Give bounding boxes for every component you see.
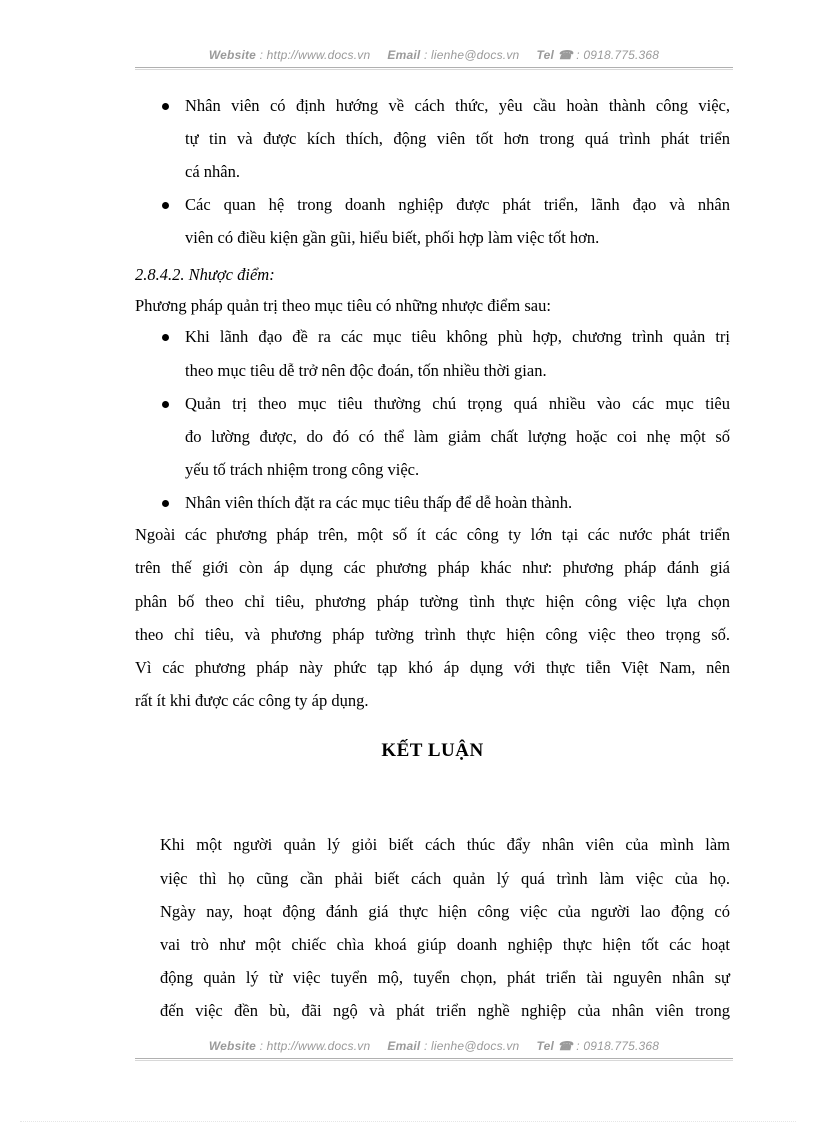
bullet-line: Các quan hệ trong doanh nghiệp được phát triển, lãnh đạo và nhân [185,195,730,214]
bullet-line: Quản trị theo mục tiêu thường chú trọng quá nhiều vào các mục tiêu [185,394,730,413]
bullet-line: Nhân viên có định hướng về cách thức, yêu cầu hoàn thành công việc, [185,96,730,115]
phone-icon: ☎ [557,1039,573,1053]
bullet-icon [162,334,169,341]
bullet-line: đo lường được, do đó có thể làm giảm chất lượng hoặc coi nhẹ một số [185,427,730,446]
conclusion-title: KẾT LUẬN [381,740,484,761]
conclusion-line: đến việc đền bù, đãi ngộ và phát triển nghề nghiệp của nhân viên trong [160,1001,730,1020]
bullet-icon [162,500,169,507]
website-label: Website [208,1039,257,1053]
bullet-icon [162,401,169,408]
paragraph-line: Vì các phương pháp này phức tạp khó áp dụng với thực tiễn Việt Nam, nên [135,658,730,677]
tel-number: : 0918.775.368 [576,48,660,62]
tel-label: Tel [536,48,555,62]
conclusion-line: Ngày nay, hoạt động đánh giá thực hiện công việc của người lao động có [160,902,730,921]
bullet-line: theo mục tiêu dễ trở nên độc đoán, tốn nhiều thời gian. [185,361,547,380]
bullet-line: Nhân viên thích đặt ra các mục tiêu thấp để dễ hoàn thành. [185,493,573,512]
paragraph-line: Ngoài các phương pháp trên, một số ít các công ty lớn tại các nước phát triển [135,525,730,544]
website-label: Website [208,48,257,62]
paragraph-line: trên thế giới còn áp dụng các phương pháp khác như: phương pháp đánh giá [135,558,730,577]
header-rule [135,67,733,70]
email-address[interactable]: : lienhe@docs.vn [423,1039,520,1053]
bullet-line: yếu tố trách nhiệm trong công việc. [185,460,420,479]
bullet-line: cá nhân. [185,162,240,181]
bullet-line: tự tin và được kích thích, động viên tốt hơn trong quá trình phát triển [185,129,730,148]
bullet-icon [162,103,169,110]
conclusion-line: việc thì họ cũng cần phải biết cách quản lý quá trình làm việc của họ. [160,869,730,888]
page-footer [135,1039,733,1053]
page-edge-divider [20,1121,796,1122]
tel-number: : 0918.775.368 [576,1039,660,1053]
conclusion-line: Khi một người quản lý giỏi biết cách thúc đẩy nhân viên của mình làm [160,835,730,854]
bullet-line: viên có điều kiện gần gũi, hiểu biết, phối hợp làm việc tốt hơn. [185,228,600,247]
conclusion-line: vai trò như một chiếc chìa khoá giúp doanh nghiệp thực hiện tốt các hoạt [160,935,730,954]
section-subheading: 2.8.4.2. Nhược điểm: [135,265,275,284]
bullet-icon [162,202,169,209]
paragraph-line: phân bố theo chỉ tiêu, phương pháp tường tình thực hiện công việc lựa chọn [135,592,730,611]
bullet-line: Khi lãnh đạo đề ra các mục tiêu không phù hợp, chương trình quản trị [185,327,730,346]
phone-icon: ☎ [557,48,573,62]
page-header [135,48,733,62]
tel-label: Tel [536,1039,555,1053]
email-address[interactable]: : lienhe@docs.vn [423,48,520,62]
website-url[interactable]: : http://www.docs.vn [259,48,371,62]
intro-line: Phương pháp quản trị theo mục tiêu có những nhược điểm sau: [135,296,551,315]
email-label: Email [387,1039,421,1053]
conclusion-line: động quản lý từ việc tuyển mộ, tuyển chọn, phát triển tài nguyên nhân sự [160,968,730,987]
paragraph-line: rất ít khi được các công ty áp dụng. [135,691,369,710]
paragraph-line: theo chỉ tiêu, và phương pháp tường trình thực hiện công việc theo trọng số. [135,625,730,644]
email-label: Email [387,48,421,62]
website-url[interactable]: : http://www.docs.vn [259,1039,371,1053]
footer-rule [135,1058,733,1061]
